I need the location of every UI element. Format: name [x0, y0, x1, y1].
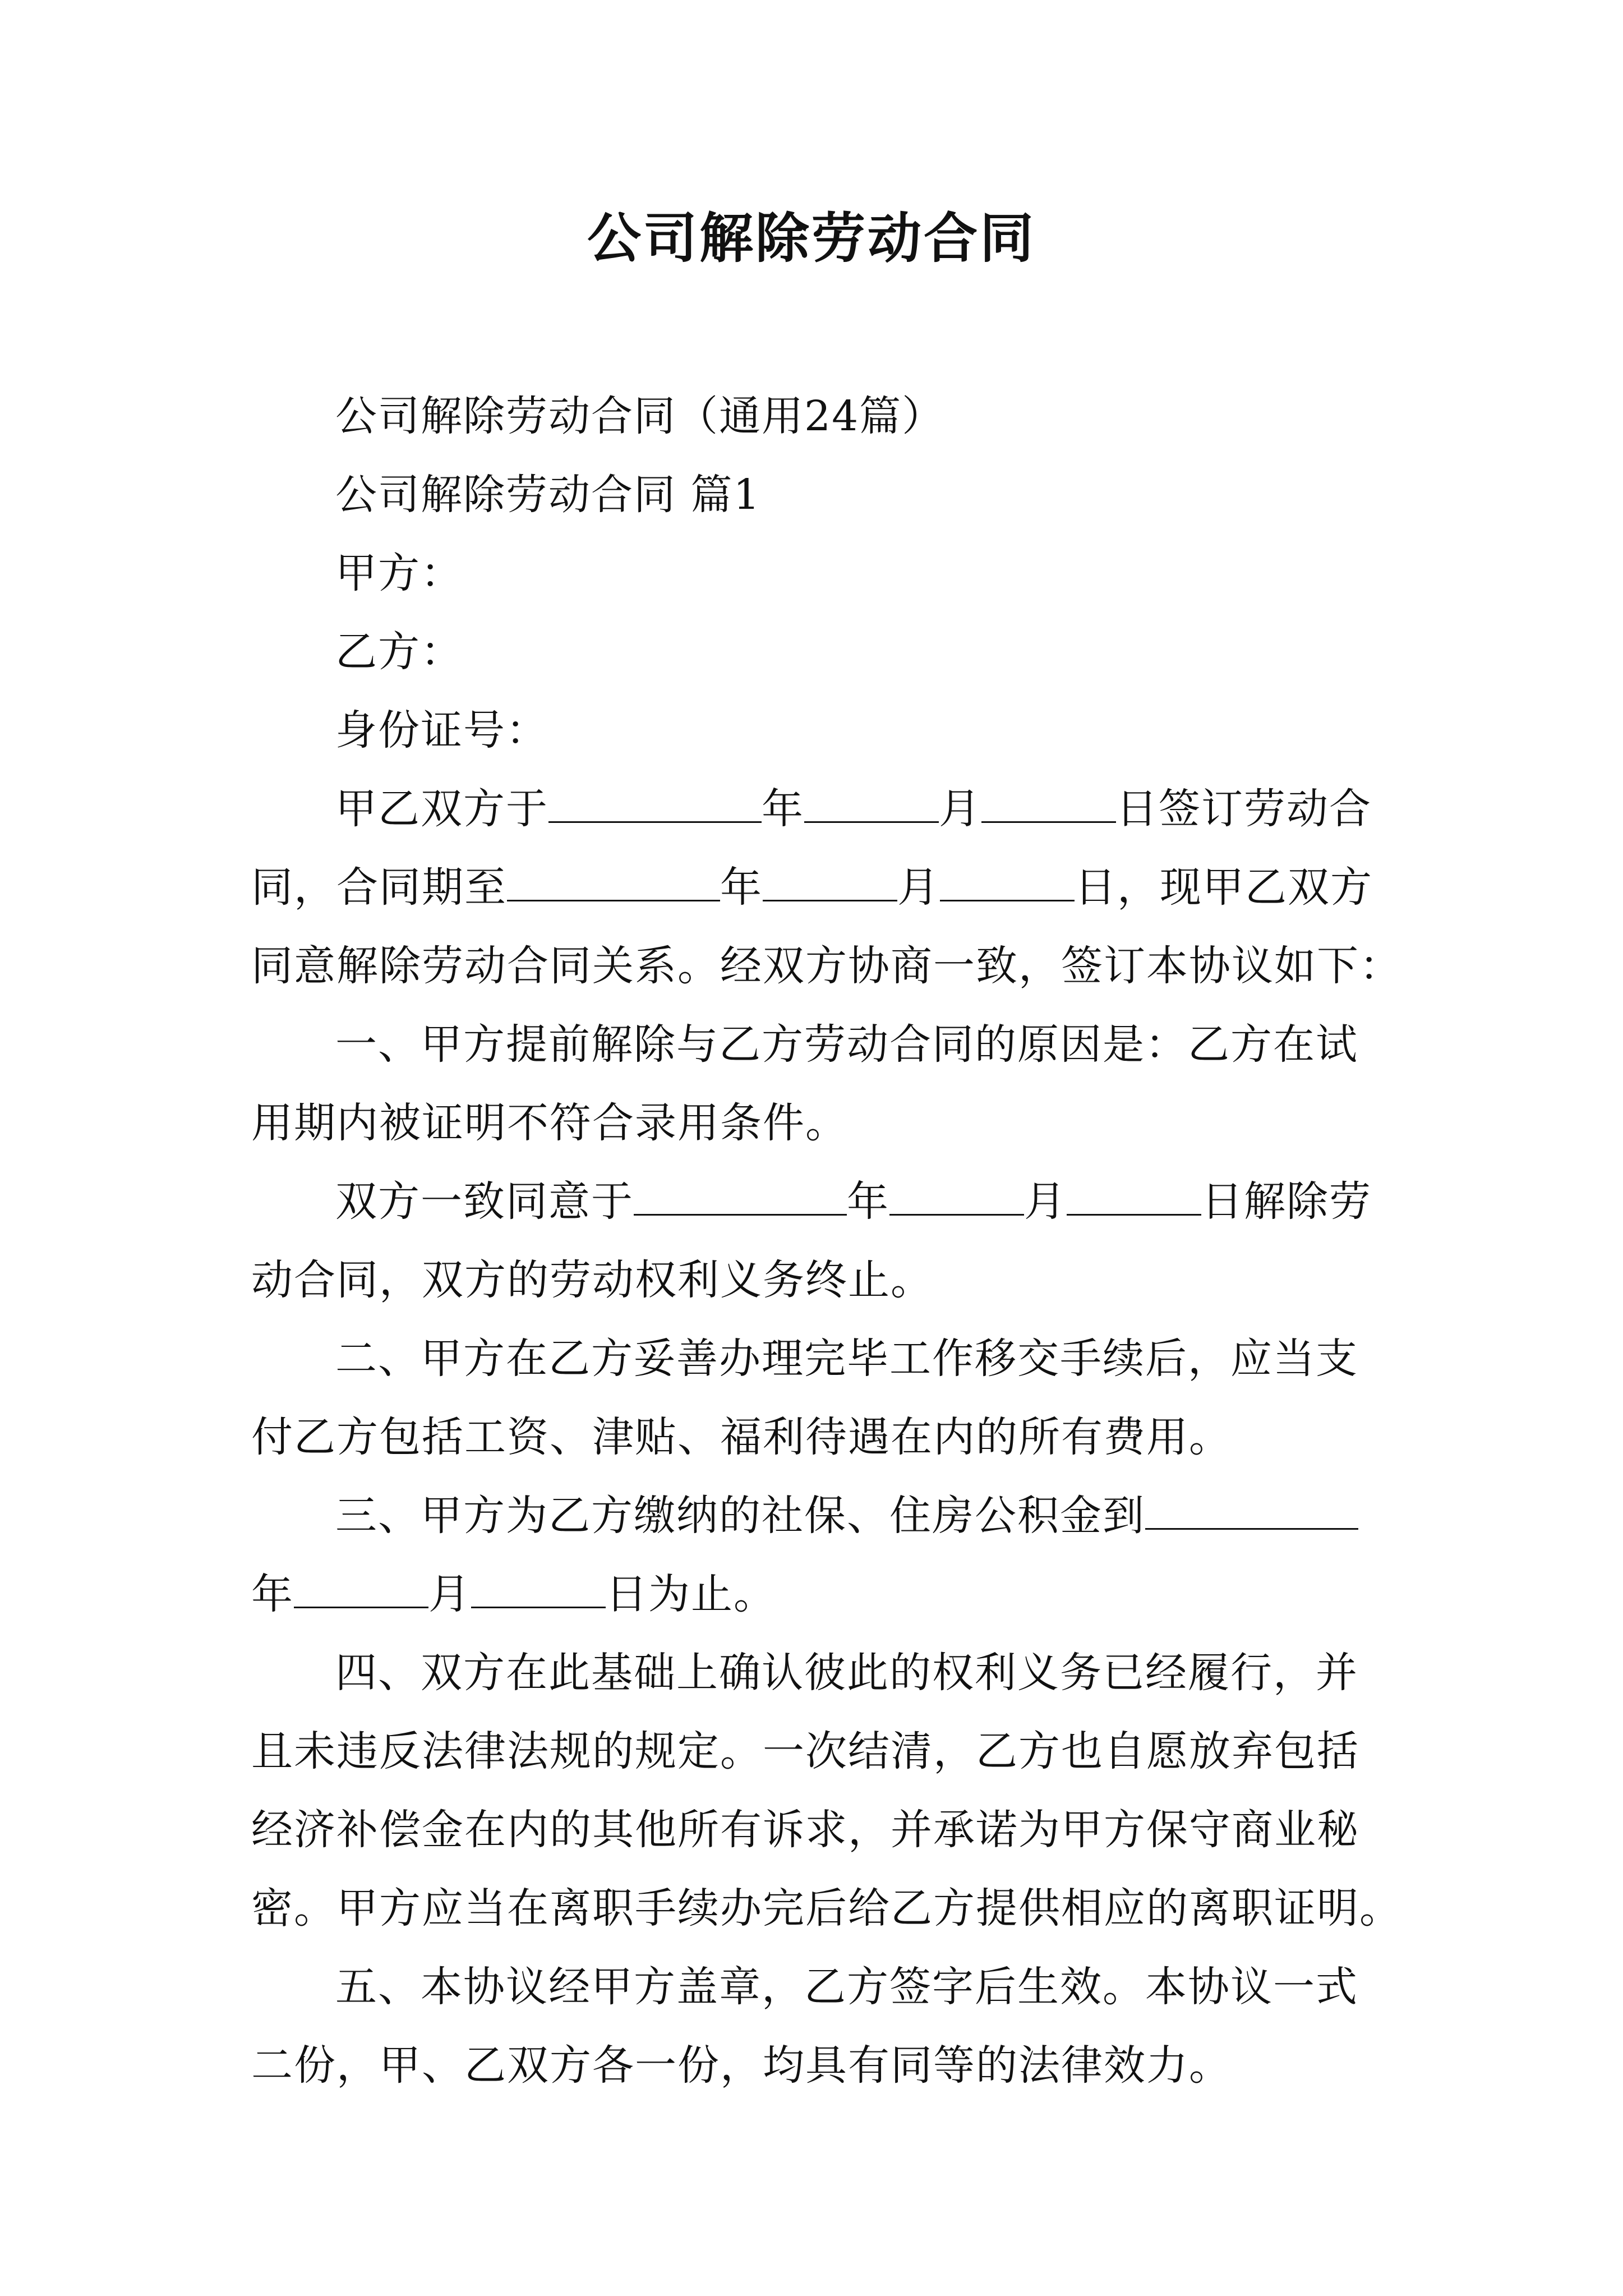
- id-number-label: 身份证号：: [335, 706, 548, 754]
- section-title: 公司解除劳动合同 篇1: [335, 471, 761, 519]
- paragraph-line: 且未违反法律法规的规定。一次结清，乙方也自愿放弃包括: [251, 1727, 1359, 1775]
- text-run: 月: [897, 863, 940, 912]
- text-run: 年: [762, 785, 804, 833]
- text-run: 同，合同期至: [251, 863, 507, 912]
- paragraph-line: 动合同，双方的劳动权利义务终止。: [251, 1256, 933, 1304]
- text-run: 年: [251, 1570, 294, 1618]
- text-run: 月: [1024, 1177, 1067, 1226]
- paragraph-line: 二、甲方在乙方妥善办理完毕工作移交手续后，应当支: [335, 1335, 1358, 1383]
- text-run: 甲乙双方于: [335, 785, 548, 833]
- paragraph-line: 五、本协议经甲方盖章，乙方签字后生效。本协议一式: [335, 1963, 1358, 2011]
- paragraph-line: 四、双方在此基础上确认彼此的权利义务已经履行，并: [335, 1649, 1358, 1697]
- text-run: 日，现甲乙双方: [1075, 863, 1373, 912]
- text-run: 日签订劳动合: [1116, 785, 1372, 833]
- blank-year: [548, 782, 762, 823]
- text-run: 日解除劳: [1201, 1177, 1372, 1226]
- blank-day: [471, 1567, 606, 1608]
- blank-day: [940, 861, 1075, 901]
- blank-day: [981, 782, 1116, 823]
- document-body: [251, 377, 1402, 2105]
- text-run: 日为止。: [606, 1570, 776, 1618]
- blank-year: [1145, 1489, 1358, 1530]
- text-run: 年: [720, 863, 763, 912]
- paragraph-line: 付乙方包括工资、津贴、福利待遇在内的所有费用。: [251, 1413, 1232, 1461]
- blank-month: [889, 1175, 1024, 1216]
- paragraph-clause-5: [251, 1948, 1378, 2105]
- party-b-label: 乙方：: [335, 628, 463, 676]
- blank-month: [294, 1567, 428, 1608]
- blank-year: [507, 861, 720, 901]
- blank-year: [634, 1175, 847, 1216]
- paragraph-line: 密。甲方应当在离职手续办完后给乙方提供相应的离职证明。: [251, 1884, 1402, 1932]
- paragraph-clause-2: [251, 1319, 1378, 1476]
- blank-month: [804, 782, 939, 823]
- text-run: 月: [428, 1570, 471, 1618]
- party-a-label: 甲方：: [335, 549, 463, 597]
- text-run: 年: [847, 1177, 889, 1226]
- paragraph-line: [251, 1162, 1378, 1241]
- paragraph-clause-4: [251, 1634, 1402, 1948]
- paragraph-clause-1: [251, 1005, 1378, 1162]
- document-subtitle: 公司解除劳动合同（通用24篇）: [335, 392, 945, 440]
- paragraph-line: 二份，甲、乙双方各一份，均具有同等的法律效力。: [251, 2041, 1232, 2090]
- text-run: 三、甲方为乙方缴纳的社保、住房公积金到: [335, 1492, 1145, 1540]
- document-title: 公司解除劳动合同: [587, 207, 1036, 270]
- paragraph-line: [251, 1476, 1378, 1555]
- paragraph-line: 用期内被证明不符合录用条件。: [251, 1099, 848, 1147]
- text-run: 月: [939, 785, 981, 833]
- text-run: 双方一致同意于: [335, 1177, 634, 1226]
- paragraph-clause-3: [251, 1476, 1378, 1634]
- paragraph-line: [251, 770, 1378, 848]
- blank-month: [763, 861, 897, 901]
- paragraph-line: [251, 848, 1378, 927]
- paragraph-termination-date: [251, 1162, 1378, 1319]
- blank-day: [1067, 1175, 1201, 1216]
- paragraph-sign-date: [251, 770, 1402, 1005]
- paragraph-line: 同意解除劳动合同关系。经双方协商一致，签订本协议如下：: [251, 942, 1402, 990]
- paragraph-line: 经济补偿金在内的其他所有诉求，并承诺为甲方保守商业秘: [251, 1806, 1359, 1854]
- paragraph-line: 一、甲方提前解除与乙方劳动合同的原因是：乙方在试: [335, 1020, 1358, 1069]
- paragraph-line: [251, 1555, 1378, 1634]
